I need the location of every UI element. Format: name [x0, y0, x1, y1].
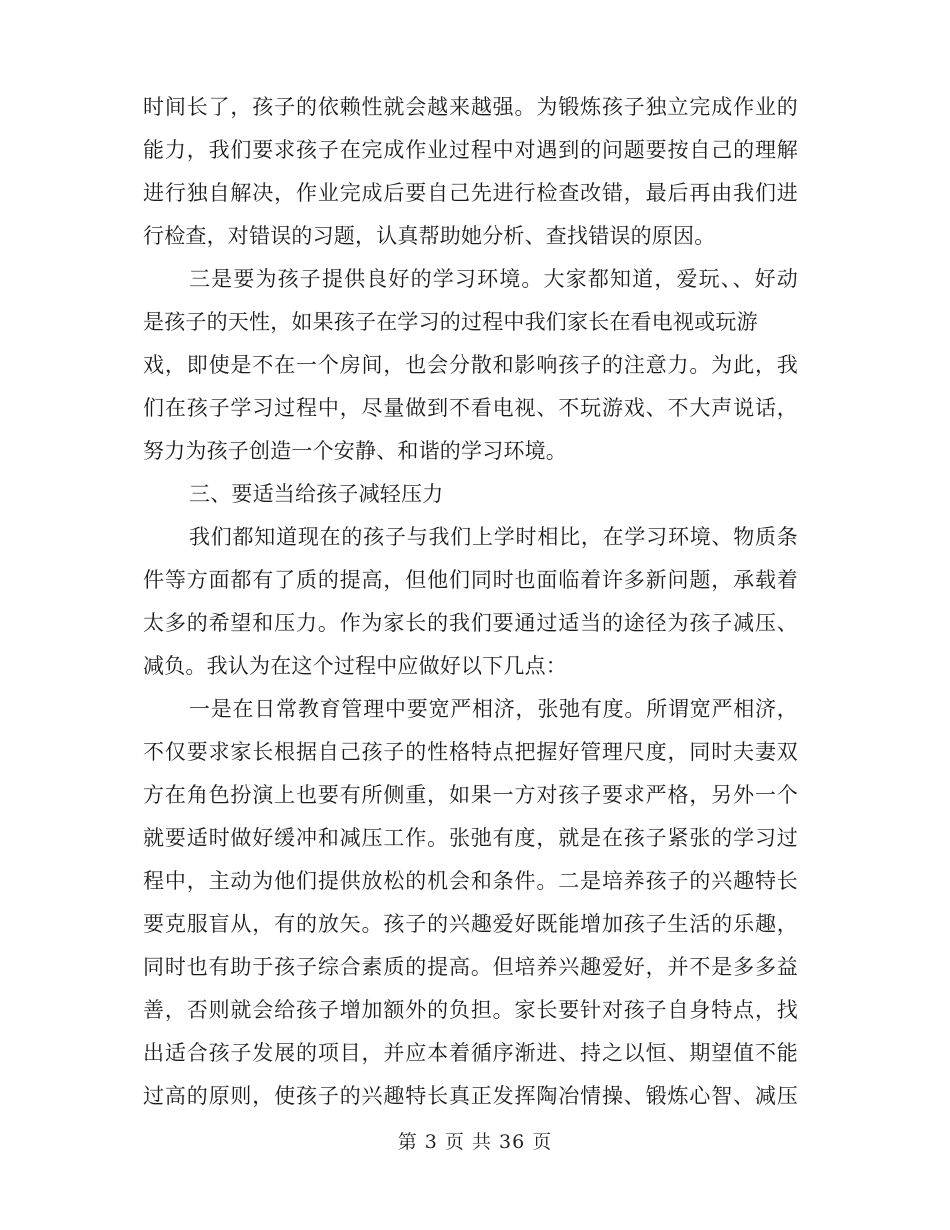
text-line: 不仅要求家长根据自己孩子的性格特点把握好管理尺度，同时夫妻双 [143, 740, 798, 764]
text-line: 三、要适当给孩子减轻压力 [189, 482, 444, 506]
text-line: 能力，我们要求孩子在完成作业过程中对遇到的问题要按自己的理解 [143, 138, 798, 162]
text-line: 行检查，对错误的习题，认真帮助她分析、查找错误的原因。 [143, 224, 716, 248]
body-text [143, 86, 798, 1118]
text-line: 方在角色扮演上也要有所侧重，如果一方对孩子要求严格，另外一个 [143, 783, 798, 807]
text-line: 是孩子的天性，如果孩子在学习的过程中我们家长在看电视或玩游 [143, 310, 758, 334]
text-line: 程中，主动为他们提供放松的机会和条件。二是培养孩子的兴趣特长 [143, 869, 798, 893]
text-line: 一是在日常教育管理中要宽严相济，张弛有度。所谓宽严相济， [189, 697, 798, 721]
text-line: 件等方面都有了质的提高，但他们同时也面临着许多新问题，承载着 [143, 568, 798, 592]
text-line: 减负。我认为在这个过程中应做好以下几点： [143, 654, 567, 678]
text-line: 要克服盲从，有的放矢。孩子的兴趣爱好既能增加孩子生活的乐趣， [143, 912, 798, 936]
page-footer: 第 3 页 共 36 页 [397, 1131, 553, 1153]
text-line: 努力为孩子创造一个安静、和谐的学习环境。 [143, 439, 567, 463]
text-line: 戏，即使是不在一个房间，也会分散和影响孩子的注意力。为此，我 [143, 353, 798, 377]
text-line: 进行独自解决，作业完成后要自己先进行检查改错，最后再由我们进 [143, 181, 798, 205]
text-line: 出适合孩子发展的项目，并应本着循序渐进、持之以恒、期望值不能 [143, 1041, 798, 1065]
text-line: 过高的原则，使孩子的兴趣特长真正发挥陶冶情操、锻炼心智、减压 [143, 1084, 798, 1108]
text-line: 时间长了，孩子的依赖性就会越来越强。为锻炼孩子独立完成作业的 [143, 95, 798, 119]
text-line: 就要适时做好缓冲和减压工作。张弛有度，就是在孩子紧张的学习过 [143, 826, 798, 850]
text-line: 善，否则就会给孩子增加额外的负担。家长要针对孩子自身特点，找 [143, 998, 798, 1022]
text-line: 三是要为孩子提供良好的学习环境。大家都知道，爱玩、、好动 [189, 267, 798, 291]
text-line: 我们都知道现在的孩子与我们上学时相比，在学习环境、物质条 [189, 525, 798, 549]
text-line: 太多的希望和压力。作为家长的我们要通过适当的途径为孩子减压、 [143, 611, 798, 635]
text-line: 同时也有助于孩子综合素质的提高。但培养兴趣爱好，并不是多多益 [143, 955, 798, 979]
text-line: 们在孩子学习过程中，尽量做到不看电视、不玩游戏、不大声说话， [143, 396, 798, 420]
